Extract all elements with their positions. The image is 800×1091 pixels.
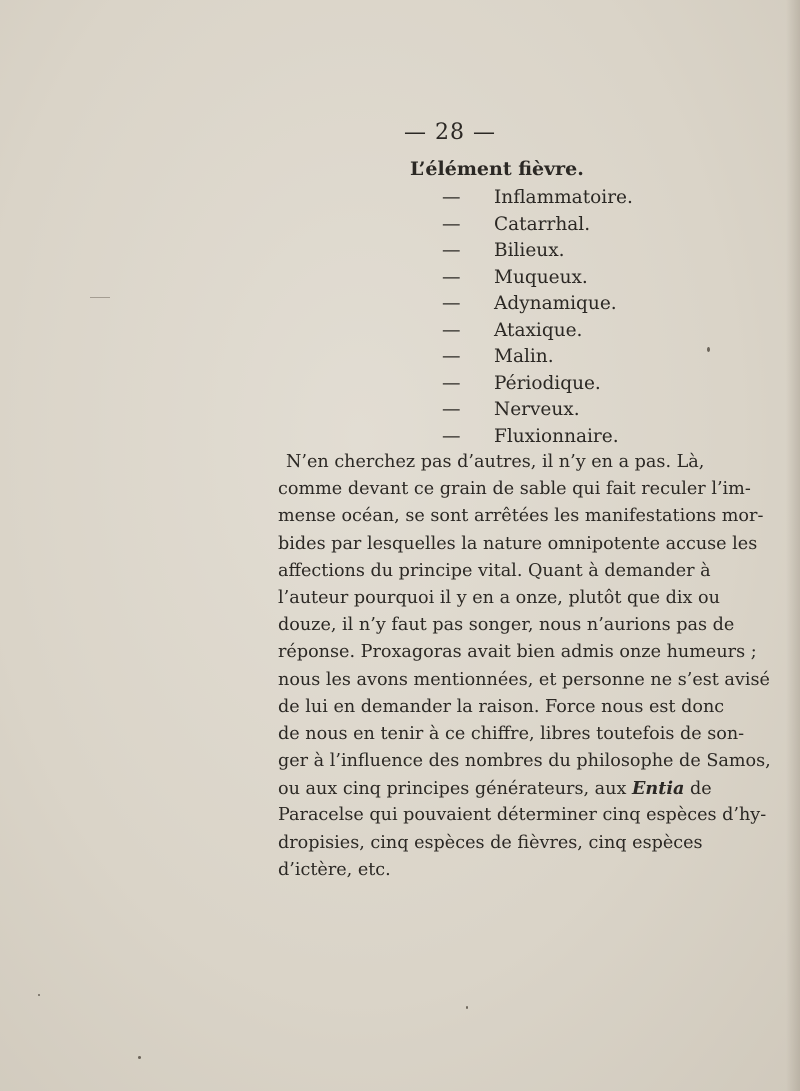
list-dash: — [442,293,461,314]
paper-speck [466,1006,468,1009]
list-dash: — [442,346,461,367]
list-item [442,265,633,292]
paper-speck [707,347,710,352]
paragraph-line: de lui en demander la raison. Force nous est donc [278,696,725,717]
paragraph-line: de nous en tenir à ce chiffre, libres toutefois de son- [278,723,745,744]
paragraph-text: ou aux cinq principes générateurs, aux [278,779,633,800]
list-item [442,424,633,451]
paragraph-line: mense océan, se sont arrêtées les manifestations mor- [278,506,764,527]
list-item [442,371,633,398]
list-title: L’élément fièvre. [410,158,584,180]
list-dash: — [442,425,461,447]
paper-speck [138,1056,141,1059]
fever-types-list [442,185,633,450]
list-item-label: Malin. [494,346,554,367]
paragraph-line: réponse. Proxagoras avait bien admis onze humeurs ; [278,642,757,663]
list-item-label: Adynamique. [494,293,617,314]
list-item [442,185,633,212]
list-dash: — [442,372,461,394]
list-item-label: Fluxionnaire. [494,425,619,447]
paragraph-line: comme devant ce grain de sable qui fait reculer l’im- [278,479,751,500]
paragraph-line: N’en cherchez pas d’autres, il n’y en a pas. Là, [286,452,705,472]
list-item-label: Périodique. [494,372,601,394]
paragraph-line: douze, il n’y faut pas songer, nous n’aurions pas de [278,615,735,636]
paragraph-line: Paracelse qui pouvaient déterminer cinq espèces d’hy- [278,805,767,826]
list-item-label: Bilieux. [494,240,565,261]
list-dash: — [442,240,461,261]
paragraph-line: ger à l’influence des nombres du philosophe de Samos, [278,751,771,772]
list-item-label: Ataxique. [494,319,583,341]
body-paragraph [278,449,771,884]
paper-speck [38,994,40,996]
list-item [442,397,633,424]
paragraph-line: affections du principe vital. Quant à demander à [278,560,711,581]
list-dash: — [442,266,461,288]
italic-term: Entia [632,778,685,800]
paragraph-line: d’ictère, etc. [278,859,391,880]
list-item [442,344,633,371]
list-item-label: Muqueux. [494,266,588,288]
list-dash: — [442,213,461,235]
paragraph-line: dropisies, cinq espèces de fièvres, cinq espèces [278,832,703,853]
paragraph-line: bides par lesquelles la nature omnipotente accuse les [278,533,758,554]
list-item [442,238,633,265]
paragraph-line-mixed [278,775,712,802]
page-edge-shadow [786,0,800,1091]
page-number: — 28 — [404,120,496,145]
list-item [442,318,633,345]
paragraph-line: l’auteur pourquoi il y en a onze, plutôt que dix ou [278,587,720,608]
list-item [442,212,633,239]
paragraph-text: de [684,779,712,800]
list-dash: — [442,399,461,420]
list-item-label: Nerveux. [494,399,580,420]
list-dash: — [442,319,461,341]
list-item-label: Catarrhal. [494,213,591,235]
paper-mark [90,297,110,298]
list-item-label: Inflammatoire. [494,187,633,208]
paragraph-line: nous les avons mentionnées, et personne ne s’est avisé [278,669,770,690]
list-dash: — [442,187,461,208]
list-item [442,291,633,318]
